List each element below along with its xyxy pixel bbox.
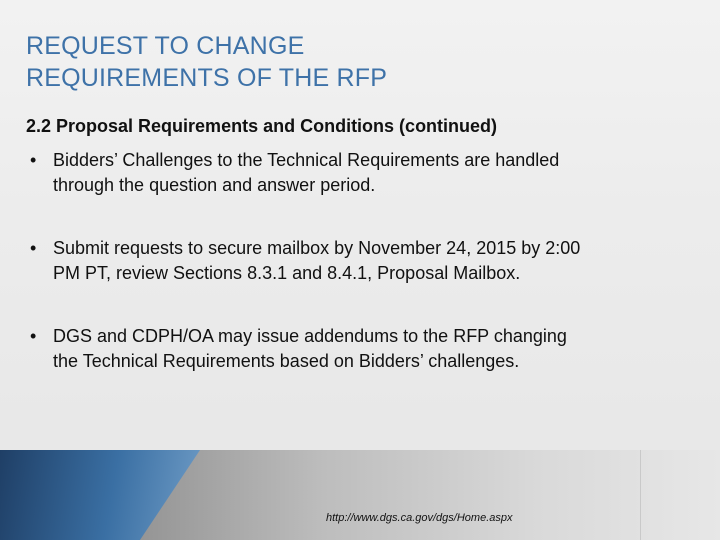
bullet-item bbox=[26, 148, 696, 198]
slide-title bbox=[26, 30, 686, 94]
bullet-marker: • bbox=[30, 150, 37, 170]
footer-band bbox=[0, 450, 720, 540]
footer-gray-shape bbox=[110, 450, 720, 540]
bullet-text-line: PM PT, review Sections 8.3.1 and 8.4.1, Proposal Mailbox. bbox=[53, 263, 521, 283]
bullet-marker: • bbox=[30, 238, 37, 258]
slide-title-line-2: REQUIREMENTS OF THE RFP bbox=[26, 64, 388, 92]
bullet-item bbox=[26, 324, 696, 374]
bullet-text-line: through the question and answer period. bbox=[53, 175, 376, 195]
slide-title-line-1: REQUEST TO CHANGE bbox=[26, 32, 305, 60]
bullet-list bbox=[26, 148, 696, 374]
bullet-item bbox=[26, 236, 696, 286]
footer-url-link[interactable]: http://www.dgs.ca.gov/dgs/Home.aspx bbox=[326, 512, 513, 524]
bullet-text-line: DGS and CDPH/OA may issue addendums to the RFP changing bbox=[53, 326, 567, 346]
bullet-text-line: Bidders’ Challenges to the Technical Requirements are handled bbox=[53, 150, 560, 170]
bullet-text-line: the Technical Requirements based on Bidders’ challenges. bbox=[53, 351, 520, 371]
bullet-text-line: Submit requests to secure mailbox by November 24, 2015 by 2:00 bbox=[53, 238, 581, 258]
footer-divider-line bbox=[640, 450, 641, 540]
bullet-marker: • bbox=[30, 326, 37, 346]
section-heading: 2.2 Proposal Requirements and Conditions (continued) bbox=[26, 116, 498, 136]
